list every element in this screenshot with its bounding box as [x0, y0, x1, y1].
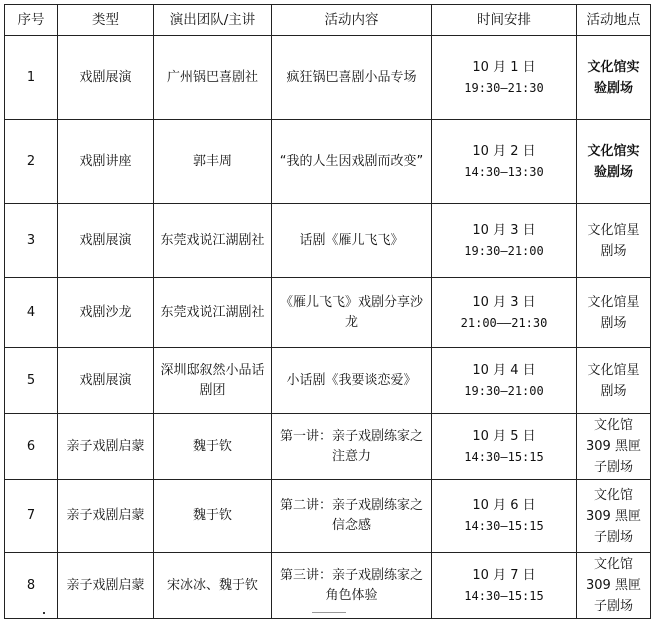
schedule-body	[5, 36, 651, 619]
row-team: 魏于钦	[154, 414, 272, 480]
row-venue-line: 子剧场	[593, 599, 633, 614]
row-date: 10 月 5 日	[472, 428, 536, 444]
header-time: 时间安排	[432, 5, 577, 36]
row-content: 第三讲：亲子戏剧练家之角色体验	[272, 553, 432, 619]
row-number: 2	[5, 120, 58, 204]
row-time	[432, 553, 577, 619]
table-row	[5, 348, 651, 414]
row-venue-line: 309 黑匣	[586, 578, 641, 593]
row-date: 10 月 7 日	[472, 567, 536, 583]
row-type: 戏剧展演	[58, 348, 154, 414]
row-venue	[577, 120, 651, 204]
row-venue-line: 文化馆	[593, 487, 633, 503]
row-time	[432, 204, 577, 278]
row-venue-line: 309 黑匣	[586, 439, 641, 454]
header-row	[5, 5, 651, 36]
row-venue	[577, 348, 651, 414]
row-team: 深圳邸叙然小品话剧团	[154, 348, 272, 414]
row-number: 1	[5, 36, 58, 120]
row-date: 10 月 4 日	[472, 362, 536, 378]
row-team: 广州锅巴喜剧社	[154, 36, 272, 120]
row-time-range: 14:30–13:30	[464, 164, 544, 179]
row-venue-line: 文化馆实	[587, 143, 640, 159]
row-time-range: 14:30–15:15	[464, 449, 544, 464]
row-venue-line: 文化馆星	[587, 222, 640, 238]
row-venue-line: 文化馆	[593, 418, 633, 433]
row-number: 7	[5, 480, 58, 553]
row-venue-line: 309 黑匣	[586, 508, 641, 524]
header-type: 类型	[58, 5, 154, 36]
page-dash	[312, 612, 346, 613]
row-date: 10 月 6 日	[472, 498, 536, 513]
row-number: 5	[5, 348, 58, 414]
table-row	[5, 120, 651, 204]
row-number: 6	[5, 414, 58, 480]
table-row	[5, 278, 651, 348]
row-date: 10 月 2 日	[472, 143, 536, 159]
row-number: 3	[5, 204, 58, 278]
row-content: “我的人生因戏剧而改变”	[272, 120, 432, 204]
table-row	[5, 36, 651, 120]
table-row	[5, 414, 651, 480]
row-time-range: 19:30–21:30	[464, 80, 544, 95]
row-venue-line: 剧场	[600, 383, 627, 399]
row-venue-line: 文化馆星	[587, 294, 640, 310]
row-type: 戏剧讲座	[58, 120, 154, 204]
row-time	[432, 414, 577, 480]
row-venue	[577, 480, 651, 553]
table-row	[5, 204, 651, 278]
row-team: 宋冰冰、魏于钦	[154, 553, 272, 619]
row-time	[432, 278, 577, 348]
header-no: 序号	[5, 5, 58, 36]
row-venue-line: 剧场	[600, 315, 627, 331]
row-venue	[577, 553, 651, 619]
row-date: 10 月 3 日	[472, 222, 536, 238]
row-type: 戏剧沙龙	[58, 278, 154, 348]
header-content: 活动内容	[272, 5, 432, 36]
activity-schedule-table	[4, 4, 651, 619]
row-date: 10 月 3 日	[472, 294, 536, 310]
row-venue-line: 验剧场	[593, 80, 633, 96]
row-content: 第二讲：亲子戏剧练家之信念感	[272, 480, 432, 553]
row-team: 东莞戏说江湖剧社	[154, 204, 272, 278]
row-content: 话剧《雁儿飞飞》	[272, 204, 432, 278]
row-venue-line: 子剧场	[593, 460, 633, 475]
page-mark	[43, 612, 45, 614]
row-venue	[577, 414, 651, 480]
row-number: 8	[5, 553, 58, 619]
header-venue: 活动地点	[577, 5, 651, 36]
row-type: 亲子戏剧启蒙	[58, 480, 154, 553]
row-team: 东莞戏说江湖剧社	[154, 278, 272, 348]
row-venue-line: 文化馆实	[587, 59, 640, 75]
row-type: 戏剧展演	[58, 204, 154, 278]
row-type: 亲子戏剧启蒙	[58, 553, 154, 619]
row-time-range: 21:00——21:30	[460, 315, 548, 330]
row-venue-line: 验剧场	[593, 164, 633, 180]
row-type: 戏剧展演	[58, 36, 154, 120]
row-time	[432, 120, 577, 204]
row-venue	[577, 278, 651, 348]
row-number: 4	[5, 278, 58, 348]
row-time	[432, 348, 577, 414]
row-content: 《雁儿飞飞》戏剧分享沙龙	[272, 278, 432, 348]
row-venue	[577, 36, 651, 120]
table-row	[5, 480, 651, 553]
row-content: 疯狂锅巴喜剧小品专场	[272, 36, 432, 120]
row-date: 10 月 1 日	[472, 59, 536, 75]
row-time-range: 19:30–21:00	[464, 243, 544, 258]
row-team: 魏于钦	[154, 480, 272, 553]
row-time	[432, 36, 577, 120]
row-venue-line: 文化馆	[593, 557, 633, 572]
row-content: 小话剧《我要谈恋爱》	[272, 348, 432, 414]
row-time-range: 14:30–15:15	[464, 588, 544, 603]
row-venue	[577, 204, 651, 278]
row-content: 第一讲：亲子戏剧练家之注意力	[272, 414, 432, 480]
row-time	[432, 480, 577, 553]
header-team: 演出团队/主讲	[154, 5, 272, 36]
row-time-range: 14:30–15:15	[464, 519, 544, 533]
table-row	[5, 553, 651, 619]
row-time-range: 19:30—21:00	[464, 383, 544, 398]
row-venue-line: 文化馆星	[587, 362, 640, 378]
row-venue-line: 子剧场	[593, 529, 633, 545]
row-team: 郭丰周	[154, 120, 272, 204]
row-venue-line: 剧场	[600, 243, 627, 259]
row-type: 亲子戏剧启蒙	[58, 414, 154, 480]
